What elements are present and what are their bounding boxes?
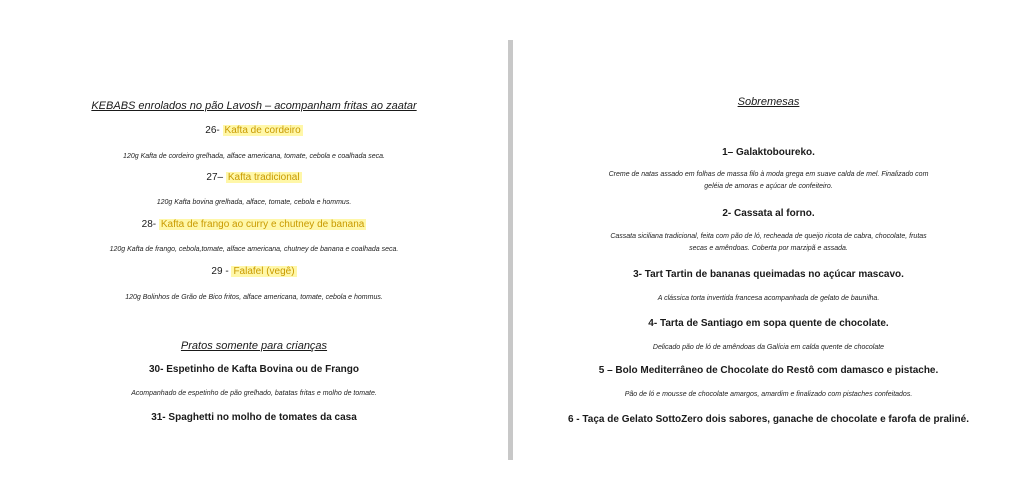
menu-item-29-desc: 120g Bolinhos de Grão de Bico fritos, alface americana, tomate, cebola e hommus. <box>125 294 383 301</box>
menu-item-number: 29 - <box>211 266 229 277</box>
left-menu-page <box>0 0 508 503</box>
menu-item-28-desc: 120g Kafta de frango, cebola,tomate, alface americana, chutney de banana e coalhada seca. <box>109 246 399 253</box>
dessert-2-title: 2- Cassata al forno. <box>722 208 815 219</box>
kids-item-31-title: 31- Spaghetti no molho de tomates da casa <box>151 412 357 423</box>
menu-item-27-desc: 120g Kafta bovina grelhada, alface, tomate, cebola e hommus. <box>156 199 352 206</box>
dessert-3-desc: A clássica torta invertida francesa acompanhada de gelato de baunilha. <box>657 295 880 302</box>
dessert-5-desc: Pão de ló e mousse de chocolate amargos, amardim e finalizado com pistaches confeitados. <box>624 391 913 398</box>
dessert-1-title: 1– Galaktoboureko. <box>722 147 815 158</box>
menu-item-28-title <box>0 219 508 230</box>
dessert-4-title: 4- Tarta de Santiago em sopa quente de chocolate. <box>648 318 889 329</box>
menu-item-name: Kafta de frango ao curry e chutney de banana <box>160 219 365 230</box>
menu-item-29-title <box>0 266 508 277</box>
menu-item-26-title <box>0 125 508 136</box>
kebabs-section-title: KEBABS enrolados no pão Lavosh – acompanham fritas ao zaatar <box>91 100 417 112</box>
dessert-2-desc-line1: Cassata siciliana tradicional, feita com pão de ló, recheada de queijo ricota de cabra, chocolate, frutas <box>610 233 927 240</box>
dessert-3-title: 3- Tart Tartin de bananas queimadas no açúcar mascavo. <box>633 269 904 280</box>
right-menu-page <box>513 0 1024 503</box>
dessert-1-desc-line2: geléia de amoras e açúcar de confeiteiro. <box>704 183 833 190</box>
menu-item-name: Kafta tradicional <box>227 172 300 183</box>
dessert-4-desc: Delicado pão de ló de amêndoas da Galícia em calda quente de chocolate <box>652 344 885 351</box>
menu-item-27-title <box>0 172 508 183</box>
menu-item-name: Kafta de cordeiro <box>224 125 301 136</box>
dessert-6-title: 6 - Taça de Gelato SottoZero dois sabores, ganache de chocolate e farofa de praliné. <box>567 414 970 425</box>
kids-section-title: Pratos somente para crianças <box>180 340 328 352</box>
menu-item-number: 26- <box>205 125 220 136</box>
kids-item-30-desc: Acompanhado de espetinho de pão grelhado, batatas fritas e molho de tomate. <box>131 390 377 397</box>
desserts-section-title: Sobremesas <box>737 96 800 108</box>
dessert-2-desc-line2: secas e amêndoas. Coberta por marzipã e assada. <box>689 245 848 252</box>
menu-item-name: Falafel (vegê) <box>233 266 295 277</box>
dessert-1-desc-line1: Creme de natas assado em folhas de massa filo à moda grega em suave calda de mel. Finalizado com <box>608 171 929 178</box>
menu-item-number: 27– <box>206 172 224 183</box>
menu-item-26-desc: 120g Kafta de cordeiro grelhada, alface americana, tomate, cebola e coalhada seca. <box>123 153 385 160</box>
dessert-5-title: 5 – Bolo Mediterrâneo de Chocolate do Restô com damasco e pistache. <box>598 365 939 376</box>
menu-item-number: 28- <box>141 219 157 230</box>
kids-item-30-title: 30- Espetinho de Kafta Bovina ou de Frango <box>148 364 360 375</box>
